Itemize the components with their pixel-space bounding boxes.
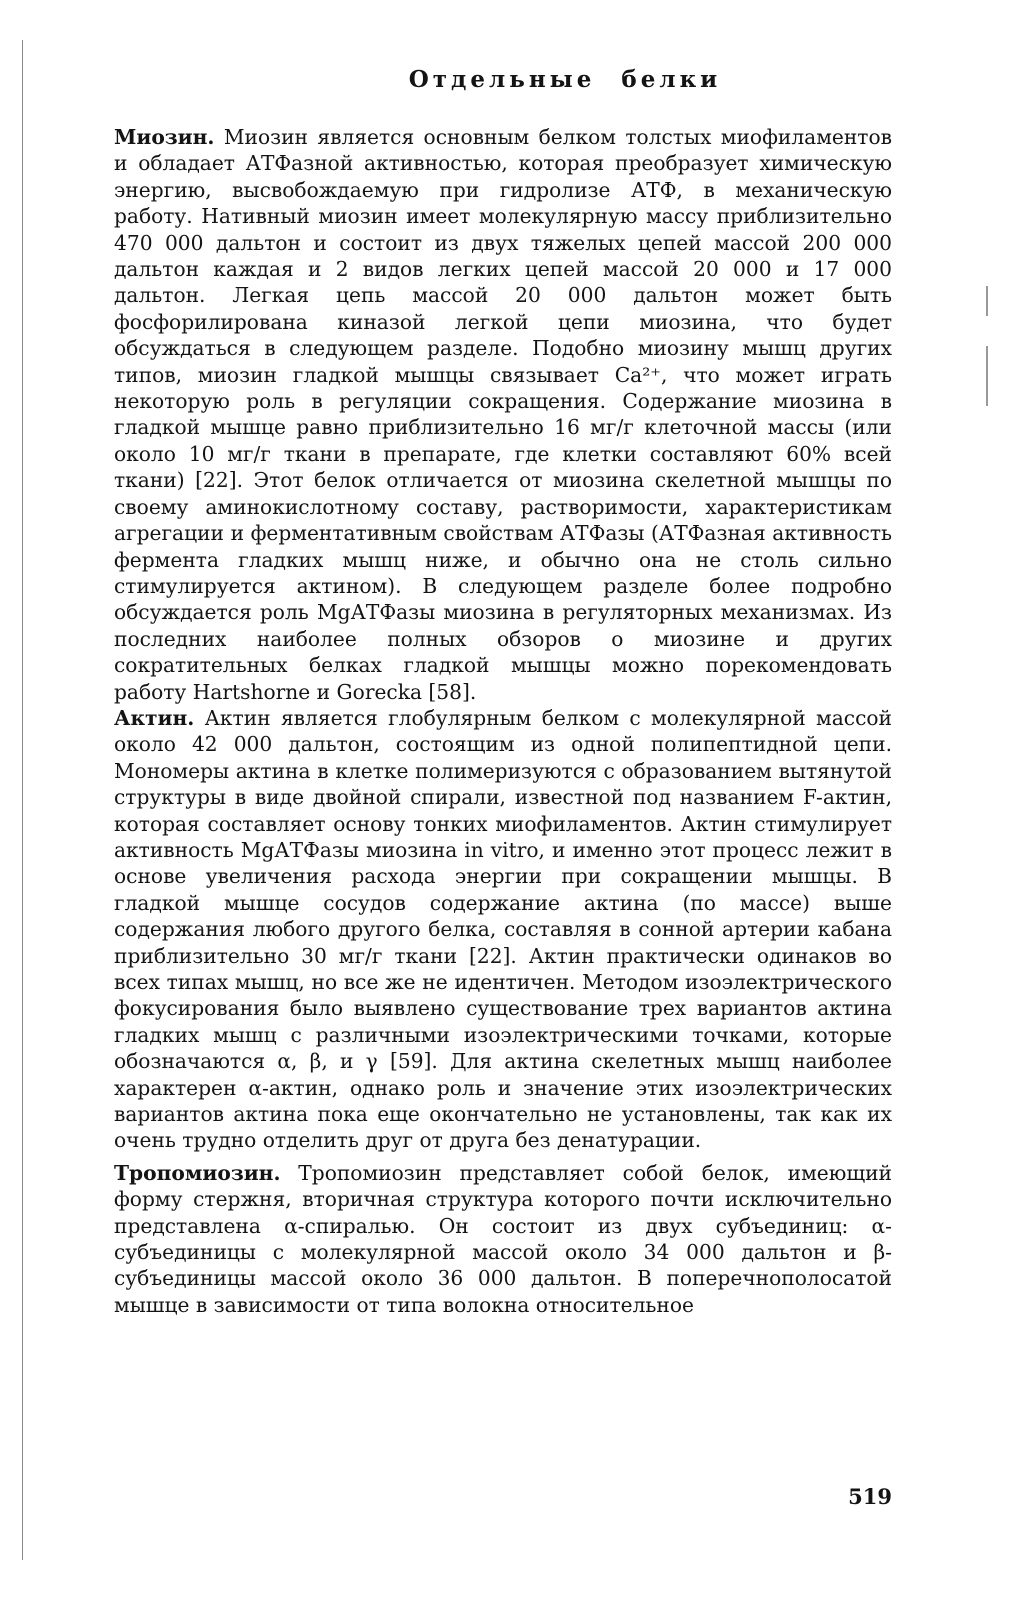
page-binding-edge [22, 40, 23, 1560]
paragraph-lead: Миозин. [114, 125, 215, 149]
scan-margin-mark [986, 286, 988, 316]
paragraph-body: Актин является глобулярным белком с молекулярной массой около 42 000 дальтон, состоящим из одной полипептидной цепи. Мономеры актина в клетке полимеризуются с образованием вытянутой структуры в виде двойной спирали, известной под названием F-актин, которая составляет основу тонких миофиламентов. Актин стимулирует активность MgАТФазы миозина in vitro, и именно этот процесс лежит в основе увеличения расхода энергии при сокращении мышцы. В гладкой мышце сосудов содержание актина (по массе) выше содержания любого другого белка, составляя в сонной артерии кабана приблизительно 30 мг/г ткани [22]. Актин практически одинаков во всех типах мышц, но все же не идентичен. Методом изоэлектрического фокусирования было выявлено существование трех вариантов актина гладких мышц с различными изоэлектрическими точками, которые обозначаются α, β, и γ [59]. Для актина скелетных мышц наиболее характерен α-актин, однако роль и значение этих изоэлектрических вариантов актина пока еще окончательно не установлены, так как их очень трудно отделить друг от друга без денатурации. [114, 705, 892, 1153]
paragraph-actin [114, 705, 892, 1154]
section-heading: Отдельные белки [408, 66, 722, 93]
scan-margin-mark [986, 346, 988, 406]
page-number: 519 [848, 1484, 892, 1509]
paragraph-body: Миозин является основным белком толстых миофиламентов и обладает АТФазной активностью, которая преобразует химическую энергию, высвобождаемую при гидролизе АТФ, в механическую работу. Нативный миозин имеет молекулярную массу приблизительно 470 000 дальтон и состоит из двух тяжелых цепей массой 200 000 дальтон каждая и 2 видов легких цепей массой 20 000 и 17 000 дальтон. Легкая цепь массой 20 000 дальтон может быть фосфорилирована киназой легкой цепи миозина, что будет обсуждаться в следующем разделе. Подобно миозину мышц других типов, миозин гладкой мышцы связывает Ca²⁺, что может играть некоторую роль в регуляции сокращения. Содержание миозина в гладкой мышце равно приблизительно 16 мг/г клеточной массы (или около 10 мг/г ткани в препарате, где клетки составляют 60% всей ткани) [22]. Этот белок отличается от миозина скелетной мышцы по своему аминокислотному составу, растворимости, характеристикам агрегации и ферментативным свойствам АТФазы (АТФазная активность фермента гладких мышц ниже, и обычно она не столь сильно стимулируется актином). В следующем разделе более подробно обсуждается роль MgАТФазы миозина в регуляторных механизмах. Из последних наиболее полных обзоров о миозине и других сократительных белках гладкой мышцы можно порекомендовать работу Hartshorne и Gorecka [58]. [114, 125, 892, 704]
paragraph-body: Тропомиозин представляет собой белок, имеющий форму стержня, вторичная структура которого почти исключительно представлена α-спиралью. Он состоит из двух субъединиц: α-субъединицы с молекулярной массой около 34 000 дальтон и β-субъединицы массой около 36 000 дальтон. В поперечнополосатой мышце в зависимости от типа волокна относительное [114, 1160, 892, 1317]
paragraph-tropomyosin [114, 1160, 892, 1318]
paragraph-lead: Актин. [114, 705, 195, 730]
paragraph-myosin [114, 124, 892, 705]
paragraph-lead: Тропомиозин. [114, 1160, 281, 1185]
text-column [114, 124, 892, 1318]
